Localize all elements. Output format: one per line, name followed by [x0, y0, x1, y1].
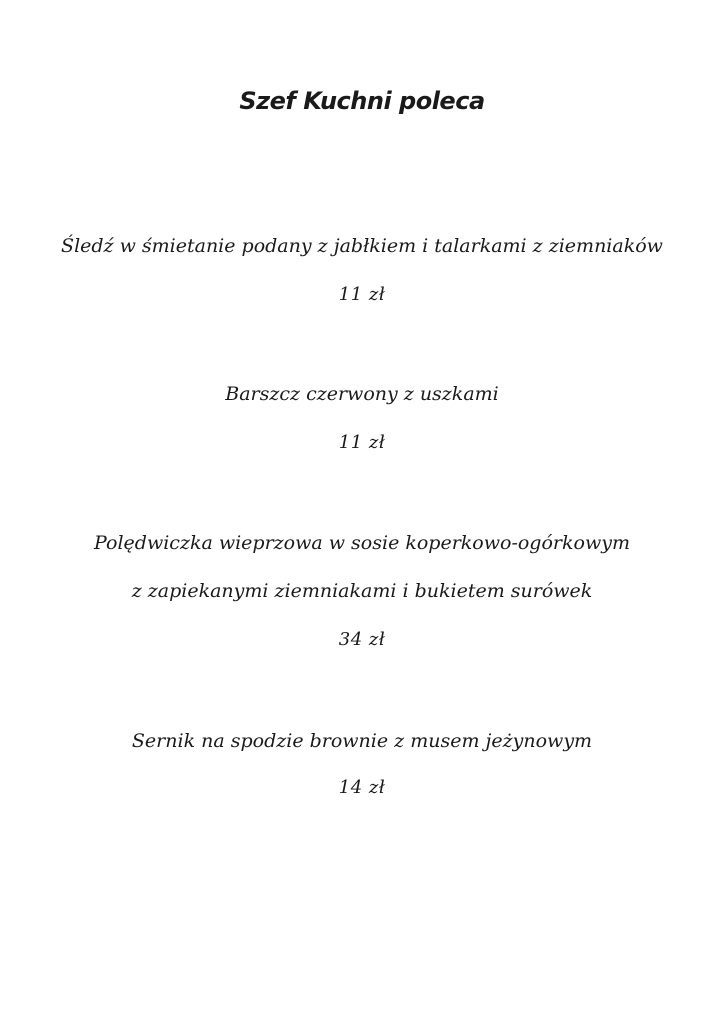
menu-item-description: z zapiekanymi ziemniakami i bukietem surówek: [131, 580, 593, 602]
menu-item-description: Polędwiczka wieprzowa w sosie koperkowo-ogórkowym: [94, 532, 630, 554]
menu-item-price: 14 zł: [338, 777, 386, 798]
menu-item-price: 11 zł: [338, 432, 386, 453]
menu-item-description: Barszcz czerwony z uszkami: [225, 383, 499, 405]
menu-item-description: Śledź w śmietanie podany z jabłkiem i talarkami z ziemniaków: [61, 235, 663, 257]
menu-title: Szef Kuchni poleca: [239, 87, 485, 115]
menu-item-price: 11 zł: [338, 284, 386, 305]
menu-item-description: Sernik na spodzie brownie z musem jeżynowym: [131, 730, 593, 752]
menu-item-price: 34 zł: [338, 629, 386, 650]
